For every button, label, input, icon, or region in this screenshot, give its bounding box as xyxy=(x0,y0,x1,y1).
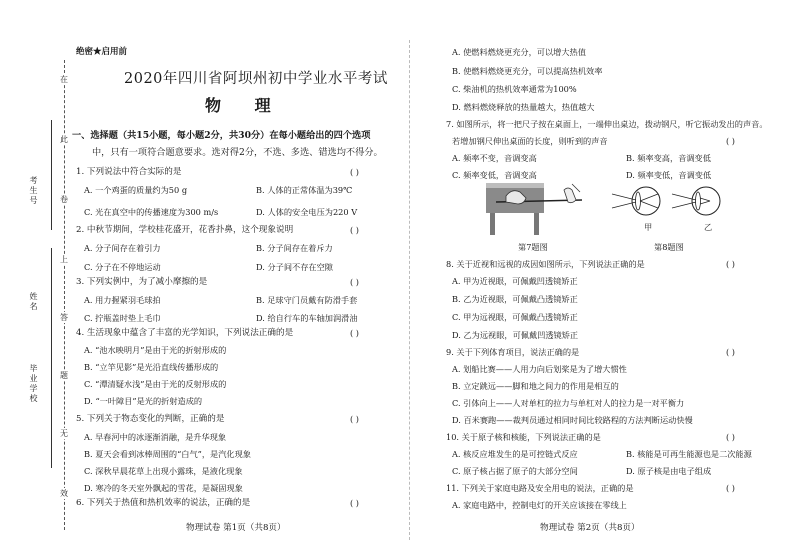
q4-option-a[interactable]: A. “池水映明月”是由于光的折射形成的 xyxy=(84,345,227,355)
q8-stem: 8. 关于近视和远视的成因如图所示，下列说法正确的是 xyxy=(446,259,645,269)
seal-char: 上 xyxy=(60,255,68,264)
school-field[interactable] xyxy=(51,348,52,468)
q2-option-b[interactable]: B. 分子间存在着斥力 xyxy=(256,243,333,253)
q1-option-d[interactable]: D. 人体的安全电压为220 V xyxy=(256,207,358,217)
seal-char: 效 xyxy=(60,489,68,498)
figure-8-caption: 第8题图 xyxy=(654,242,684,252)
q3-option-c[interactable]: C. 拧瓶盖时垫上毛巾 xyxy=(84,313,161,323)
q2-stem: 2. 中秋节期间，学校桂花盛开，花香扑鼻，这个现象说明 xyxy=(76,225,294,235)
q1-answer-paren[interactable]: ( ) xyxy=(350,167,359,177)
seal-char: 题 xyxy=(60,371,68,380)
q9-stem: 9. 关于下列体育项目，说法正确的是 xyxy=(446,347,580,357)
section-heading xyxy=(72,131,370,141)
exam-title: 2020年四川省阿坝州初中学业水平考试 xyxy=(124,71,388,87)
q5-option-d[interactable]: D. 寒冷的冬天室外飘起的雪花，是凝固现象 xyxy=(84,483,243,493)
name-field[interactable] xyxy=(51,248,52,348)
q6-option-b[interactable]: B. 使燃料燃烧更充分，可以提高热机效率 xyxy=(452,66,603,76)
label-school: 毕业学校 xyxy=(29,364,38,404)
q8-option-d[interactable]: D. 乙为远视眼，可佩戴凹透镜矫正 xyxy=(452,330,579,340)
seal-char: 卷 xyxy=(60,195,68,204)
subject-title: 物 理 xyxy=(205,96,285,115)
q10-option-d[interactable]: D. 原子核是由电子组成 xyxy=(626,466,712,476)
q2-option-a[interactable]: A. 分子间存在着引力 xyxy=(84,243,161,253)
q7-option-c[interactable]: C. 频率变低，音调变高 xyxy=(452,170,537,180)
q10-option-b[interactable]: B. 核能是可再生能源也是二次能源 xyxy=(626,449,752,459)
seal-dashed-line xyxy=(64,60,65,530)
q3-option-b[interactable]: B. 足球守门员戴有防滑手套 xyxy=(256,295,358,305)
q4-stem: 4. 生活现象中蕴含了丰富的光学知识，下列说法正确的是 xyxy=(76,328,294,338)
section-heading-line2: 中，只有一项符合题意要求。选对得2分，不选、多选、错选均不得分。 xyxy=(92,147,383,158)
q7-option-a[interactable]: A. 频率不变，音调变高 xyxy=(452,153,537,163)
q3-answer-paren[interactable]: ( ) xyxy=(350,277,359,287)
q5-option-c[interactable]: C. 深秋早晨花草上出现小露珠，是液化现象 xyxy=(84,466,243,476)
q8-option-c[interactable]: C. 甲为远视眼，可佩戴凸透镜矫正 xyxy=(452,312,578,322)
q2-option-c[interactable]: C. 分子在不停地运动 xyxy=(84,262,161,272)
q10-answer-paren[interactable]: ( ) xyxy=(726,432,735,442)
q10-option-c[interactable]: C. 原子核占据了原子的大部分空间 xyxy=(452,466,578,476)
q6-option-d[interactable]: D. 燃料燃烧释放的热量越大，热值越大 xyxy=(452,102,595,112)
q6-option-c[interactable]: C. 柴油机的热机效率通常为100% xyxy=(452,84,577,94)
q5-answer-paren[interactable]: ( ) xyxy=(350,414,359,424)
q9-option-b[interactable]: B. 立定跳远——脚和地之间力的作用是相互的 xyxy=(452,381,619,391)
q3-stem: 3. 下列实例中，为了减小摩擦的是 xyxy=(76,277,208,287)
q8-option-b[interactable]: B. 乙为近视眼，可佩戴凸透镜矫正 xyxy=(452,294,578,304)
page-divider xyxy=(409,40,410,540)
eye-yi-diagram xyxy=(672,187,720,215)
q7-answer-paren[interactable]: ( ) xyxy=(726,136,735,146)
q7-stem-line2: 若增加钢尺伸出桌面的长度，则听到的声音 xyxy=(452,136,608,146)
q5-option-b[interactable]: B. 夏天会看到冰棒周围的“白气”，是汽化现象 xyxy=(84,449,251,459)
q11-answer-paren[interactable]: ( ) xyxy=(726,483,735,493)
seal-char: 此 xyxy=(60,135,68,144)
q1-option-c[interactable]: C. 光在真空中的传播速度为300 m/s xyxy=(84,207,219,217)
q4-option-c[interactable]: C. “潭清疑水浅”是由于光的反射形成的 xyxy=(84,379,227,389)
secret-mark: 绝密★启用前 xyxy=(76,47,128,57)
q8-answer-paren[interactable]: ( ) xyxy=(726,259,735,269)
q9-answer-paren[interactable]: ( ) xyxy=(726,347,735,357)
figure-7-ruler xyxy=(484,180,590,236)
q4-option-d[interactable]: D. “一叶障目”是光的折射造成的 xyxy=(84,396,203,406)
figure-7-caption: 第7题图 xyxy=(518,242,548,252)
q1-option-a[interactable]: A. 一个鸡蛋的质量约为50 g xyxy=(84,185,188,195)
q11-option-a[interactable]: A. 家庭电路中，控制电灯的开关应该接在零线上 xyxy=(452,500,627,510)
q8-option-a[interactable]: A. 甲为近视眼，可佩戴凹透镜矫正 xyxy=(452,276,578,286)
figure-8-label-yi: 乙 xyxy=(704,222,713,232)
q5-option-a[interactable]: A. 早春河中的冰逐渐消融，是升华现象 xyxy=(84,432,227,442)
q5-stem: 5. 下列关于物态变化的判断，正确的是 xyxy=(76,414,225,424)
seal-char: 在 xyxy=(60,75,68,84)
q10-option-a[interactable]: A. 核反应堆发生的是可控链式反应 xyxy=(452,449,578,459)
q4-option-b[interactable]: B. “立竿见影”是光沿直线传播形成的 xyxy=(84,362,219,372)
q1-stem: 1. 下列说法中符合实际的是 xyxy=(76,167,182,177)
q6-answer-paren[interactable]: ( ) xyxy=(350,498,359,508)
q9-option-a[interactable]: A. 划船比赛——人用力向后划桨是为了增大惯性 xyxy=(452,364,627,374)
q2-answer-paren[interactable]: ( ) xyxy=(350,225,359,235)
label-candidate-number: 考生号 xyxy=(29,176,38,206)
q6-option-a[interactable]: A. 使燃料燃烧更充分，可以增大热值 xyxy=(452,47,586,57)
label-name: 姓名 xyxy=(29,292,38,312)
q3-option-a[interactable]: A. 用力握紧羽毛球拍 xyxy=(84,295,161,305)
section-heading-line1: 一、选择题（共15小题，每小题2分，共30分）在每小题给出的四个选项 xyxy=(72,130,371,141)
seal-char: 答 xyxy=(60,313,68,322)
candidate-number-field[interactable] xyxy=(51,120,52,230)
eye-jia-diagram xyxy=(612,187,660,215)
q3-option-d[interactable]: D. 给自行车的车轴加润滑油 xyxy=(256,313,358,323)
footer-right: 物理试卷 第2页（共8页） xyxy=(540,523,640,533)
q11-stem: 11. 下列关于家庭电路及安全用电的说法，正确的是 xyxy=(446,483,634,493)
q2-option-d[interactable]: D. 分子间不存在空隙 xyxy=(256,262,333,272)
q7-option-b[interactable]: B. 频率变高，音调变低 xyxy=(626,153,711,163)
q9-option-d[interactable]: D. 百米赛跑——裁判员通过相同时间比较路程的方法判断运动快慢 xyxy=(452,415,693,425)
q7-option-d[interactable]: D. 频率变低，音调变低 xyxy=(626,170,712,180)
figure-8-label-jia: 甲 xyxy=(644,222,653,232)
q4-answer-paren[interactable]: ( ) xyxy=(350,328,359,338)
footer-left: 物理试卷 第1页（共8页） xyxy=(186,523,286,533)
q9-option-c[interactable]: C. 引体向上——人对单杠的拉力与单杠对人的拉力是一对平衡力 xyxy=(452,398,685,408)
seal-char: 无 xyxy=(60,429,68,438)
q7-stem-line1: 7. 如图所示，将一把尺子按在桌面上，一端伸出桌边，拨动钢尺，听它振动发出的声音。 xyxy=(446,119,768,129)
q6-stem: 6. 下列关于热值和热机效率的说法，正确的是 xyxy=(76,498,251,508)
q10-stem: 10. 关于原子核和核能，下列说法正确的是 xyxy=(446,432,601,442)
q1-option-b[interactable]: B. 人体的正常体温为39℃ xyxy=(256,185,353,195)
